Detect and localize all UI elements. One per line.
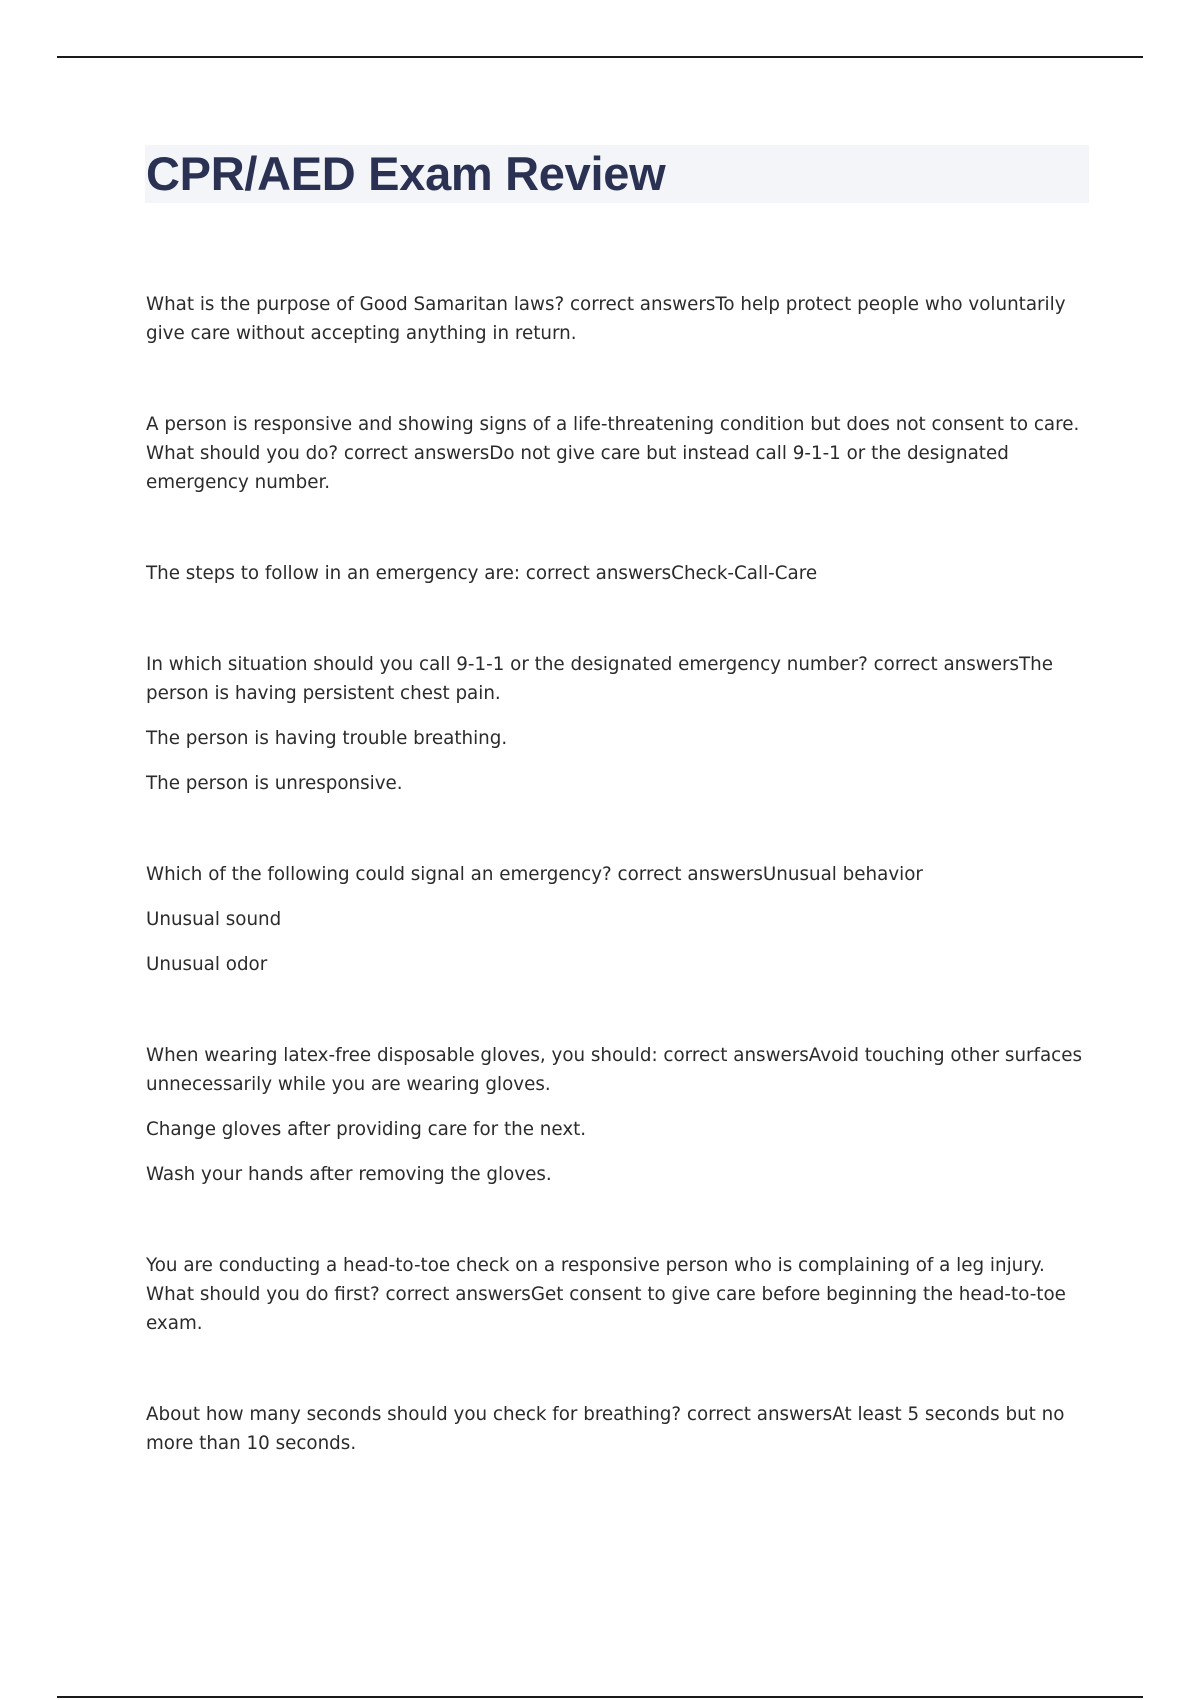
qa-answer-line: Change gloves after providing care for the next.: [146, 1119, 587, 1140]
qa-item: [146, 559, 1086, 588]
qa-answer-line: The person is unresponsive.: [146, 773, 403, 794]
qa-answer-line: Wash your hands after removing the gloves.: [146, 1164, 552, 1185]
qa-text: You are conducting a head-to-toe check on a responsive person who is complaining of a leg injury. What should you do first? correct answersGet consent to give care before beginning the head-to-toe exam.: [146, 1255, 1066, 1334]
qa-answer-line: The person is having trouble breathing.: [146, 728, 508, 749]
qa-answer-line: Unusual odor: [146, 954, 268, 975]
qa-item: [146, 650, 1086, 798]
page-title: CPR/AED Exam Review: [146, 147, 666, 200]
qa-text: The steps to follow in an emergency are: correct answersCheck-Call-Care: [146, 563, 818, 584]
qa-text: Which of the following could signal an emergency? correct answersUnusual behavior: [146, 864, 923, 885]
qa-item: [146, 1041, 1086, 1189]
qa-item: [146, 1251, 1086, 1338]
qa-text: About how many seconds should you check for breathing? correct answersAt least 5 seconds but no more than 10 seconds.: [146, 1404, 1065, 1454]
qa-text: When wearing latex-free disposable gloves, you should: correct answersAvoid touching other surfaces unnecessarily while you are wearing gloves.: [146, 1045, 1083, 1095]
qa-text: A person is responsive and showing signs of a life-threatening condition but does not consent to care. What should you do? correct answersDo not give care but instead call 9-1-1 or the designated emergency number.: [146, 414, 1080, 493]
qa-item: [146, 410, 1086, 497]
qa-item: [146, 290, 1086, 348]
qa-item: [146, 1400, 1086, 1458]
qa-answer-line: Unusual sound: [146, 909, 282, 930]
footer-rule: [57, 1696, 1143, 1698]
qa-text: What is the purpose of Good Samaritan laws? correct answersTo help protect people who voluntarily give care without accepting anything in return.: [146, 294, 1066, 344]
qa-item: [146, 860, 1086, 979]
header-rule: [57, 56, 1143, 58]
qa-list: [146, 290, 1086, 1520]
qa-text: In which situation should you call 9-1-1 or the designated emergency number? correct answersThe person is having persistent chest pain.: [146, 654, 1054, 704]
